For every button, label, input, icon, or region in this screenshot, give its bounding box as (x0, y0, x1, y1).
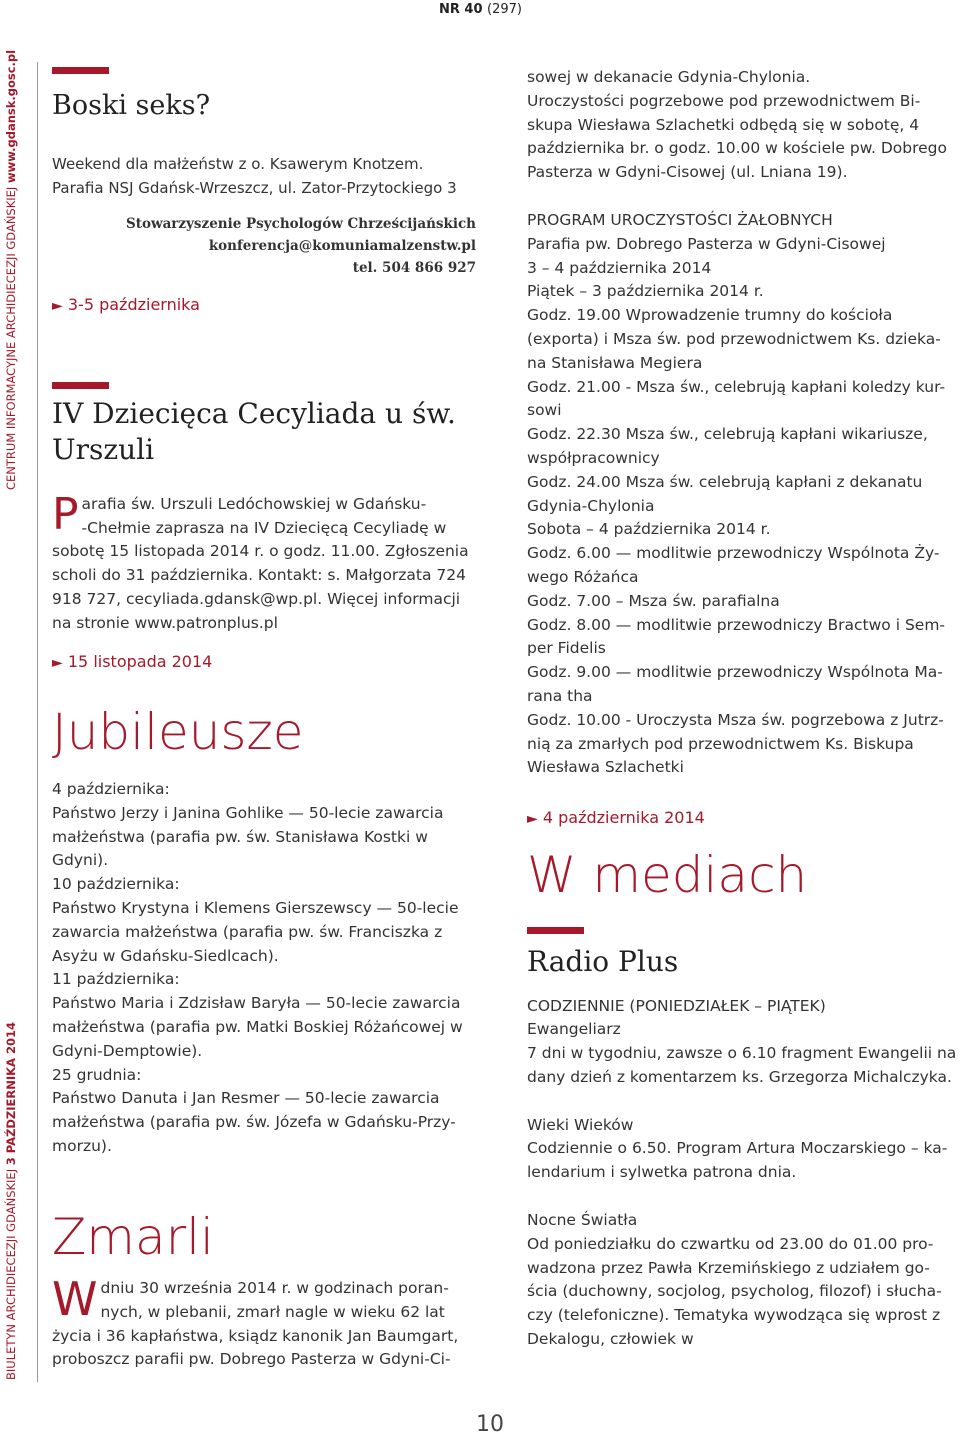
program-line: Wiesława Szlachetki (527, 758, 684, 777)
jubileusze-line: 10 października: (52, 875, 180, 894)
program-line: Godz. 9.00 — modlitwie przewodniczy Wspólnota Ma- (527, 663, 943, 682)
cecyliada-line4: scholi do 31 października. Kontakt: s. Małgorzata 724 (52, 566, 467, 585)
cecyliada-line1: arafia św. Urszuli Ledóchowskiej w Gdańsku- (81, 494, 427, 513)
boski-tel: tel. 504 866 927 (352, 259, 476, 276)
cecyliada-line5: 918 727, cecyliada.gdansk@wp.pl. Więcej informacji (52, 589, 461, 608)
program-line: Godz. 10.00 - Uroczysta Msza św. pogrzebowa z Jutrz- (527, 710, 944, 729)
cecyliada-line3: sobotę 15 listopada 2014 r. o godz. 11.00. Zgłoszenia (52, 542, 469, 561)
media-block-nocne (527, 1209, 959, 1352)
jubileusze-line: 4 października: (52, 780, 170, 798)
triangle-icon: ► (527, 811, 538, 828)
cecyliada-line2: -Chełmie zaprasza na IV Dziecięcą Cecyliadę w (81, 518, 447, 537)
boski-section (52, 88, 476, 314)
jubileusze-line: Państwo Krystyna i Klemens Gierszewscy — 50-lecie (52, 898, 459, 917)
page-number: 10 (476, 1412, 504, 1437)
jubileusze-line: małżeństwa (parafia pw. św. Józefa w Gdańsku-Przy- (52, 1113, 456, 1132)
section-bar (527, 927, 584, 934)
jubileusze-line: Państwo Danuta i Jan Resmer — 50-lecie zawarcia (52, 1089, 440, 1108)
zmarli-line4: proboszcz parafii pw. Dobrego Pasterza w Gdyni-Ci- (52, 1350, 451, 1369)
media-line: dany dzień z komentarzem ks. Grzegorza Michalczyka. (527, 1067, 952, 1086)
sidebar-publication-name: BIULETYN ARCHIDIECEZJI GDAŃSKIEJ (4, 1168, 18, 1380)
program-line: Godz. 6.00 — modlitwie przewodniczy Wspólnota Ży- (527, 544, 940, 563)
cecyliada-title-line1: IV Dziecięca Cecyliada u św. (52, 397, 456, 430)
jubileusze-line: morzu). (52, 1136, 112, 1155)
media-line: czy (telefoniczne). Tematyka wywodząca się wprost z (527, 1306, 941, 1325)
zmarli-body (52, 1272, 476, 1372)
jubileusze-line: małżeństwa (parafia pw. Matki Boskiej Różańcowej w (52, 1017, 463, 1036)
sidebar-center-name: CENTRUM INFORMACYJNE ARCHIDIECEZJI GDAŃSKIEJ (4, 186, 18, 490)
sidebar-center (4, 50, 18, 490)
dropcap-p: P (52, 488, 79, 540)
boski-org: Stowarzyszenie Psychologów Chrześcijańskich (125, 215, 476, 232)
funeral-info-line: Pasterza w Gdyni-Cisowej (ul. Lniana 19). (527, 163, 848, 182)
zmarli-line3: życia i 36 kapłaństwa, ksiądz kanonik Jan Baumgart, (52, 1326, 459, 1345)
media-line: Dekalogu, człowiek w (527, 1330, 694, 1349)
issue-sequence: (297) (487, 2, 522, 17)
program-line: wego Różańca (527, 567, 639, 586)
media-line: Od poniedziałku do czwartku od 23.00 do 01.00 pro- (527, 1234, 934, 1253)
jubileusze-body (52, 778, 476, 1159)
boski-email: konferencja@komuniamalzenstw.pl (208, 237, 476, 254)
triangle-icon: ► (52, 654, 63, 671)
program-line: Godz. 22.30 Msza św., celebrują kapłani wikariusze, (527, 425, 928, 444)
jubileusze-line: 25 grudnia: (52, 1065, 142, 1084)
boski-date (52, 295, 476, 314)
jubileusze-line: zawarcia małżeństwa (parafia pw. św. Franciszka z (52, 922, 443, 941)
program-line: PROGRAM UROCZYSTOŚCI ŻAŁOBNYCH (527, 210, 833, 229)
media-line: lendarium i sylwetka patrona dnia. (527, 1163, 797, 1182)
program-line: Piątek – 3 października 2014 r. (527, 282, 764, 301)
media-date (527, 808, 959, 827)
cecyliada-title-line2: Urszuli (52, 433, 155, 467)
media-line: wadzona przez Pawła Krzemińskiego z udziałem go- (527, 1258, 930, 1277)
media-block-wieki (527, 1114, 959, 1185)
program-line: Godz. 19.00 Wprowadzenie trumny do kościoła (527, 306, 893, 325)
program-line: na Stanisława Megiera (527, 353, 703, 372)
issue-label: NR 40 (438, 2, 483, 17)
media-subtitle: Radio Plus (527, 945, 679, 979)
program-line: Gdynia-Chylonia (527, 496, 655, 515)
zmarli-line1: dniu 30 września 2014 r. w godzinach poran- (100, 1279, 449, 1297)
dropcap-w: W (52, 1272, 98, 1326)
program-line: per Fidelis (527, 639, 606, 658)
sidebar-divider (37, 62, 38, 1382)
program-line: współpracownicy (527, 448, 660, 467)
boski-line2: Parafia NSJ Gdańsk-Wrzeszcz, ul. Zator-Przytockiego 3 (52, 178, 457, 197)
right-column (527, 66, 959, 1352)
jubileusze-line: Państwo Jerzy i Janina Gohlike — 50-lecie zawarcia (52, 803, 444, 822)
media-block-ewangeliarz (527, 995, 959, 1090)
boski-line1: Weekend dla małżeństw z o. Ksawerym Knotzem. (52, 155, 424, 174)
cecyliada-section (52, 396, 476, 671)
zmarli-section (52, 1205, 476, 1372)
funeral-info-line: Uroczystości pogrzebowe pod przewodnictwem Bi- (527, 91, 921, 110)
cecyliada-line6: na stronie www.patronplus.pl (52, 613, 278, 632)
jubileusze-line: Gdyni). (52, 851, 109, 870)
section-bar (52, 67, 109, 74)
jubileusze-line: Państwo Maria i Zdzisław Baryła — 50-lecie zawarcia (52, 994, 461, 1013)
media-title: W mediach (527, 846, 808, 905)
program-line: Godz. 21.00 - Msza św., celebrują kapłani koledzy kur- (527, 377, 946, 396)
cecyliada-date-text: 15 listopada 2014 (67, 651, 213, 671)
media-line: Codziennie o 6.50. Program Artura Moczarskiego – ka- (527, 1139, 948, 1158)
media-line: CODZIENNIE (PONIEDZIAŁEK – PIĄTEK) (527, 996, 826, 1015)
triangle-icon: ► (52, 297, 63, 314)
jubileusze-line: Asyżu w Gdańsku-Siedlcach). (52, 946, 279, 965)
jubileusze-line: 11 października: (52, 970, 180, 989)
media-line: Nocne Światła (527, 1211, 638, 1230)
program-line: Sobota – 4 października 2014 r. (527, 520, 771, 539)
program-line: Parafia pw. Dobrego Pasterza w Gdyni-Cisowej (527, 234, 886, 253)
cecyliada-body (52, 488, 476, 636)
sidebar-website: www.gdansk.gosc.pl (4, 49, 18, 184)
media-line: ścia (duchowny, socjolog, psycholog, filozof) i słucha- (527, 1282, 942, 1301)
media-line: Ewangeliarz (527, 1020, 621, 1039)
funeral-info-line: skupa Wiesława Szlachetki odbędą się w sobotę, 4 (527, 115, 920, 134)
program-line: Godz. 8.00 — modlitwie przewodniczy Bractwo i Sem- (527, 615, 946, 634)
program-line: Godz. 24.00 Msza św. celebrują kapłani z dekanatu (527, 472, 923, 491)
funeral-program (527, 209, 959, 780)
cecyliada-date (52, 652, 476, 671)
program-line: 3 – 4 października 2014 (527, 258, 712, 277)
media-line: Wieki Wieków (527, 1115, 634, 1134)
program-line: rana tha (527, 686, 593, 705)
media-date-text: 4 października 2014 (542, 808, 705, 828)
section-bar (52, 382, 109, 389)
jubileusze-line: małżeństwa (parafia pw. św. Stanisława Kostki w (52, 827, 428, 846)
funeral-info-line: października br. o godz. 10.00 w kościele pw. Dobrego (527, 139, 947, 158)
zmarli-title: Zmarli (52, 1208, 214, 1266)
zmarli-line2: nych, w plebanii, zmarł nagle w wieku 62 lat (100, 1302, 445, 1321)
sidebar-publication (4, 1022, 18, 1380)
jubileusze-title: Jubileusze (52, 703, 304, 761)
program-line: nią za zmarłych pod przewodnictwem Ks. Biskupa (527, 734, 914, 753)
boski-title: Boski seks? (52, 90, 211, 121)
media-line: 7 dni w tygodniu, zawsze o 6.10 fragment Ewangelii na (527, 1044, 957, 1063)
jubileusze-section (52, 700, 476, 1159)
sidebar-date: 3 PAŹDZIERNIKA 2014 (4, 1022, 18, 1166)
boski-date-text: 3-5 października (67, 294, 200, 314)
jubileusze-line: Gdyni-Demptowie). (52, 1041, 203, 1060)
program-line: sowi (527, 401, 562, 420)
program-line: Godz. 7.00 – Msza św. parafialna (527, 591, 780, 610)
issue-number (439, 2, 522, 17)
funeral-info (527, 66, 959, 185)
funeral-info-line: sowej w dekanacie Gdynia-Chylonia. (527, 68, 811, 86)
program-line: (exporta) i Msza św. pod przewodnictwem Ks. dzieka- (527, 329, 941, 348)
